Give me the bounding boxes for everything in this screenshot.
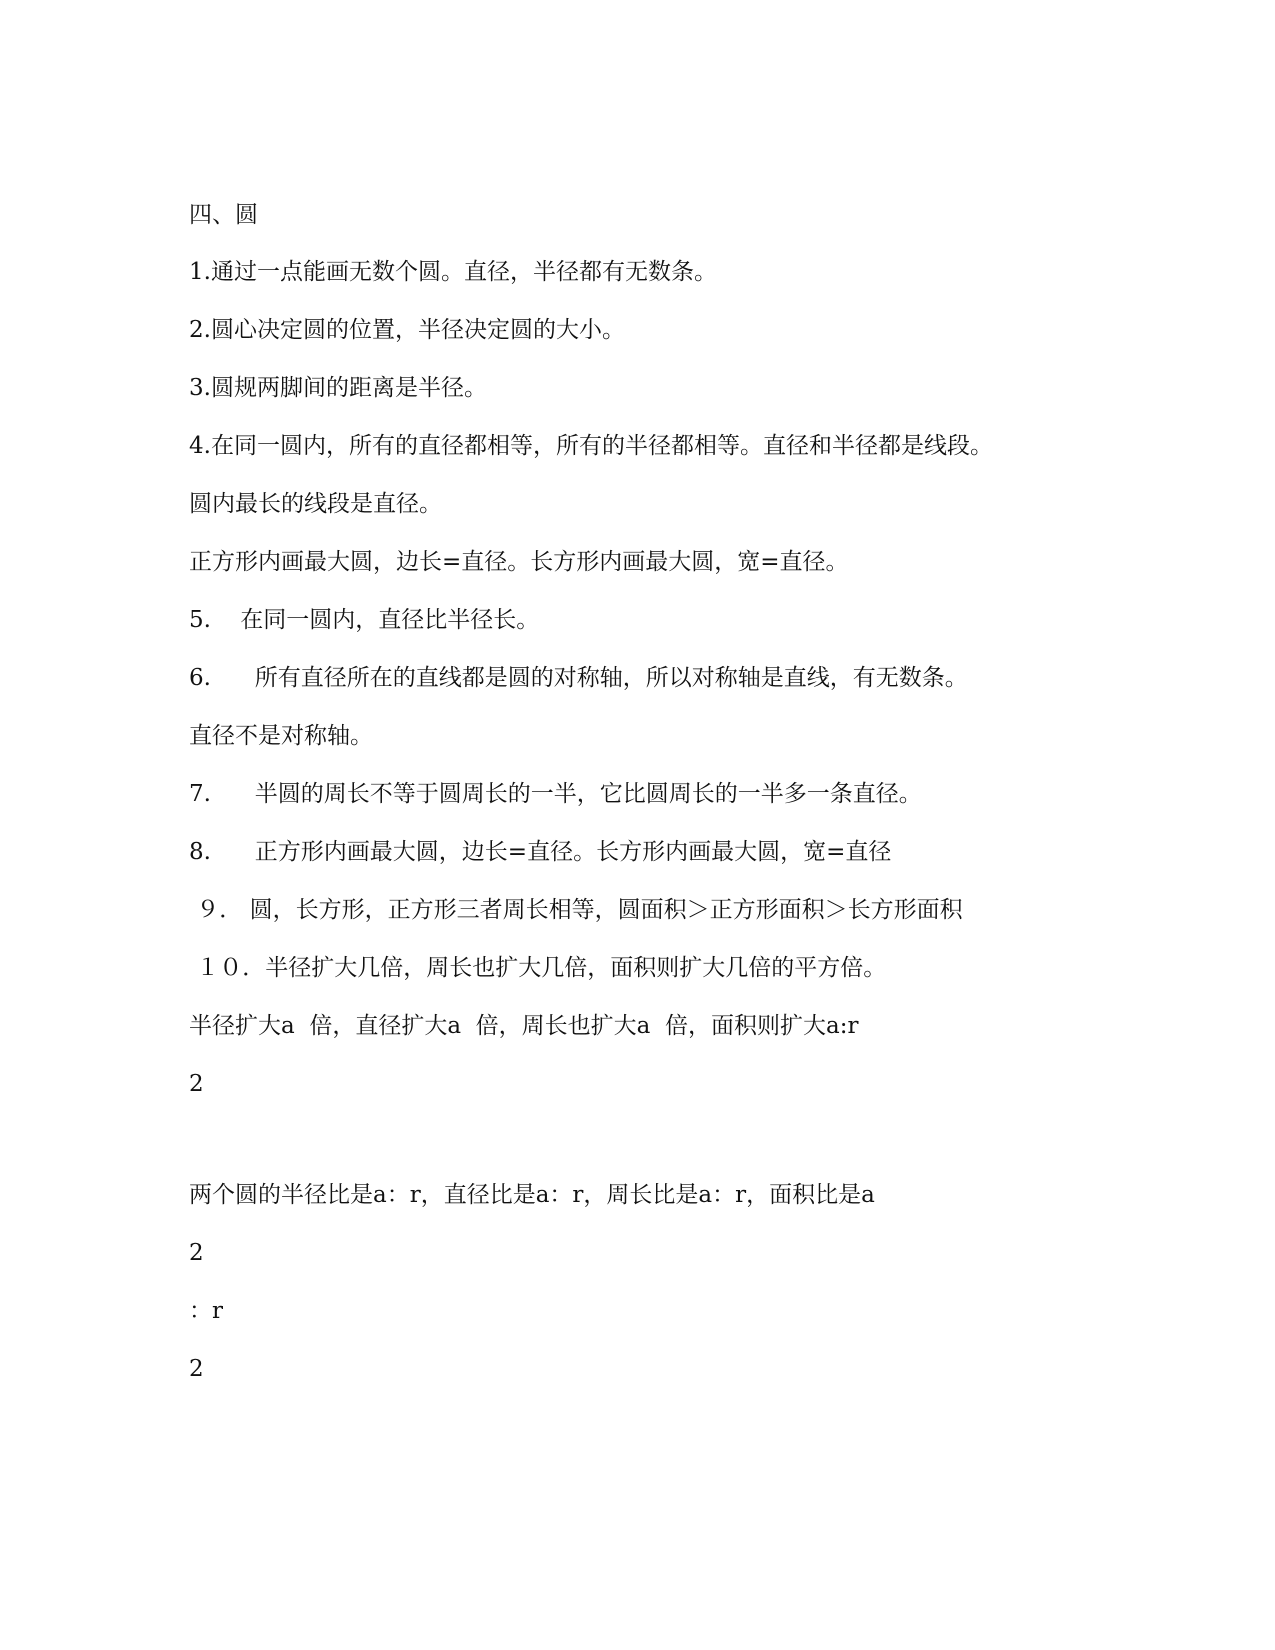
section-heading: 四、圆 — [189, 202, 258, 228]
text-line: 3.圆规两脚间的距离是半径。 — [189, 375, 487, 401]
text-line: 正方形内画最大圆，边长=直径。长方形内画最大圆，宽=直径。 — [189, 549, 849, 575]
text-line: ９． 圆，长方形，正方形三者周长相等，圆面积＞正方形面积＞长方形面积 — [189, 897, 963, 923]
text-line: 两个圆的半径比是a：r，直径比是a：r，周长比是a：r，面积比是a — [189, 1182, 875, 1208]
text-line: 5. 在同一圆内，直径比半径长。 — [189, 607, 540, 633]
text-line: 圆内最长的线段是直径。 — [189, 491, 442, 517]
text-line: ：r — [189, 1298, 223, 1324]
text-line: 7. 半圆的周长不等于圆周长的一半，它比圆周长的一半多一条直径。 — [189, 781, 922, 807]
text-line: 8. 正方形内画最大圆，边长=直径。长方形内画最大圆，宽=直径 — [189, 839, 892, 865]
exponent-line: 2 — [189, 1240, 204, 1266]
text-line: 直径不是对称轴。 — [189, 723, 373, 749]
text-line: 1.通过一点能画无数个圆。直径，半径都有无数条。 — [189, 259, 717, 285]
exponent-line: 2 — [189, 1071, 204, 1097]
text-line: 4.在同一圆内，所有的直径都相等，所有的半径都相等。直径和半径都是线段。 — [189, 433, 993, 459]
text-line: １０．半径扩大几倍，周长也扩大几倍，面积则扩大几倍的平方倍。 — [189, 955, 887, 981]
text-line: 半径扩大a 倍，直径扩大a 倍，周长也扩大a 倍，面积则扩大a:r — [189, 1013, 859, 1039]
text-line: 6. 所有直径所在的直线都是圆的对称轴，所以对称轴是直线，有无数条。 — [189, 665, 968, 691]
exponent-line: 2 — [189, 1356, 204, 1382]
text-line: 2.圆心决定圆的位置，半径决定圆的大小。 — [189, 317, 625, 343]
